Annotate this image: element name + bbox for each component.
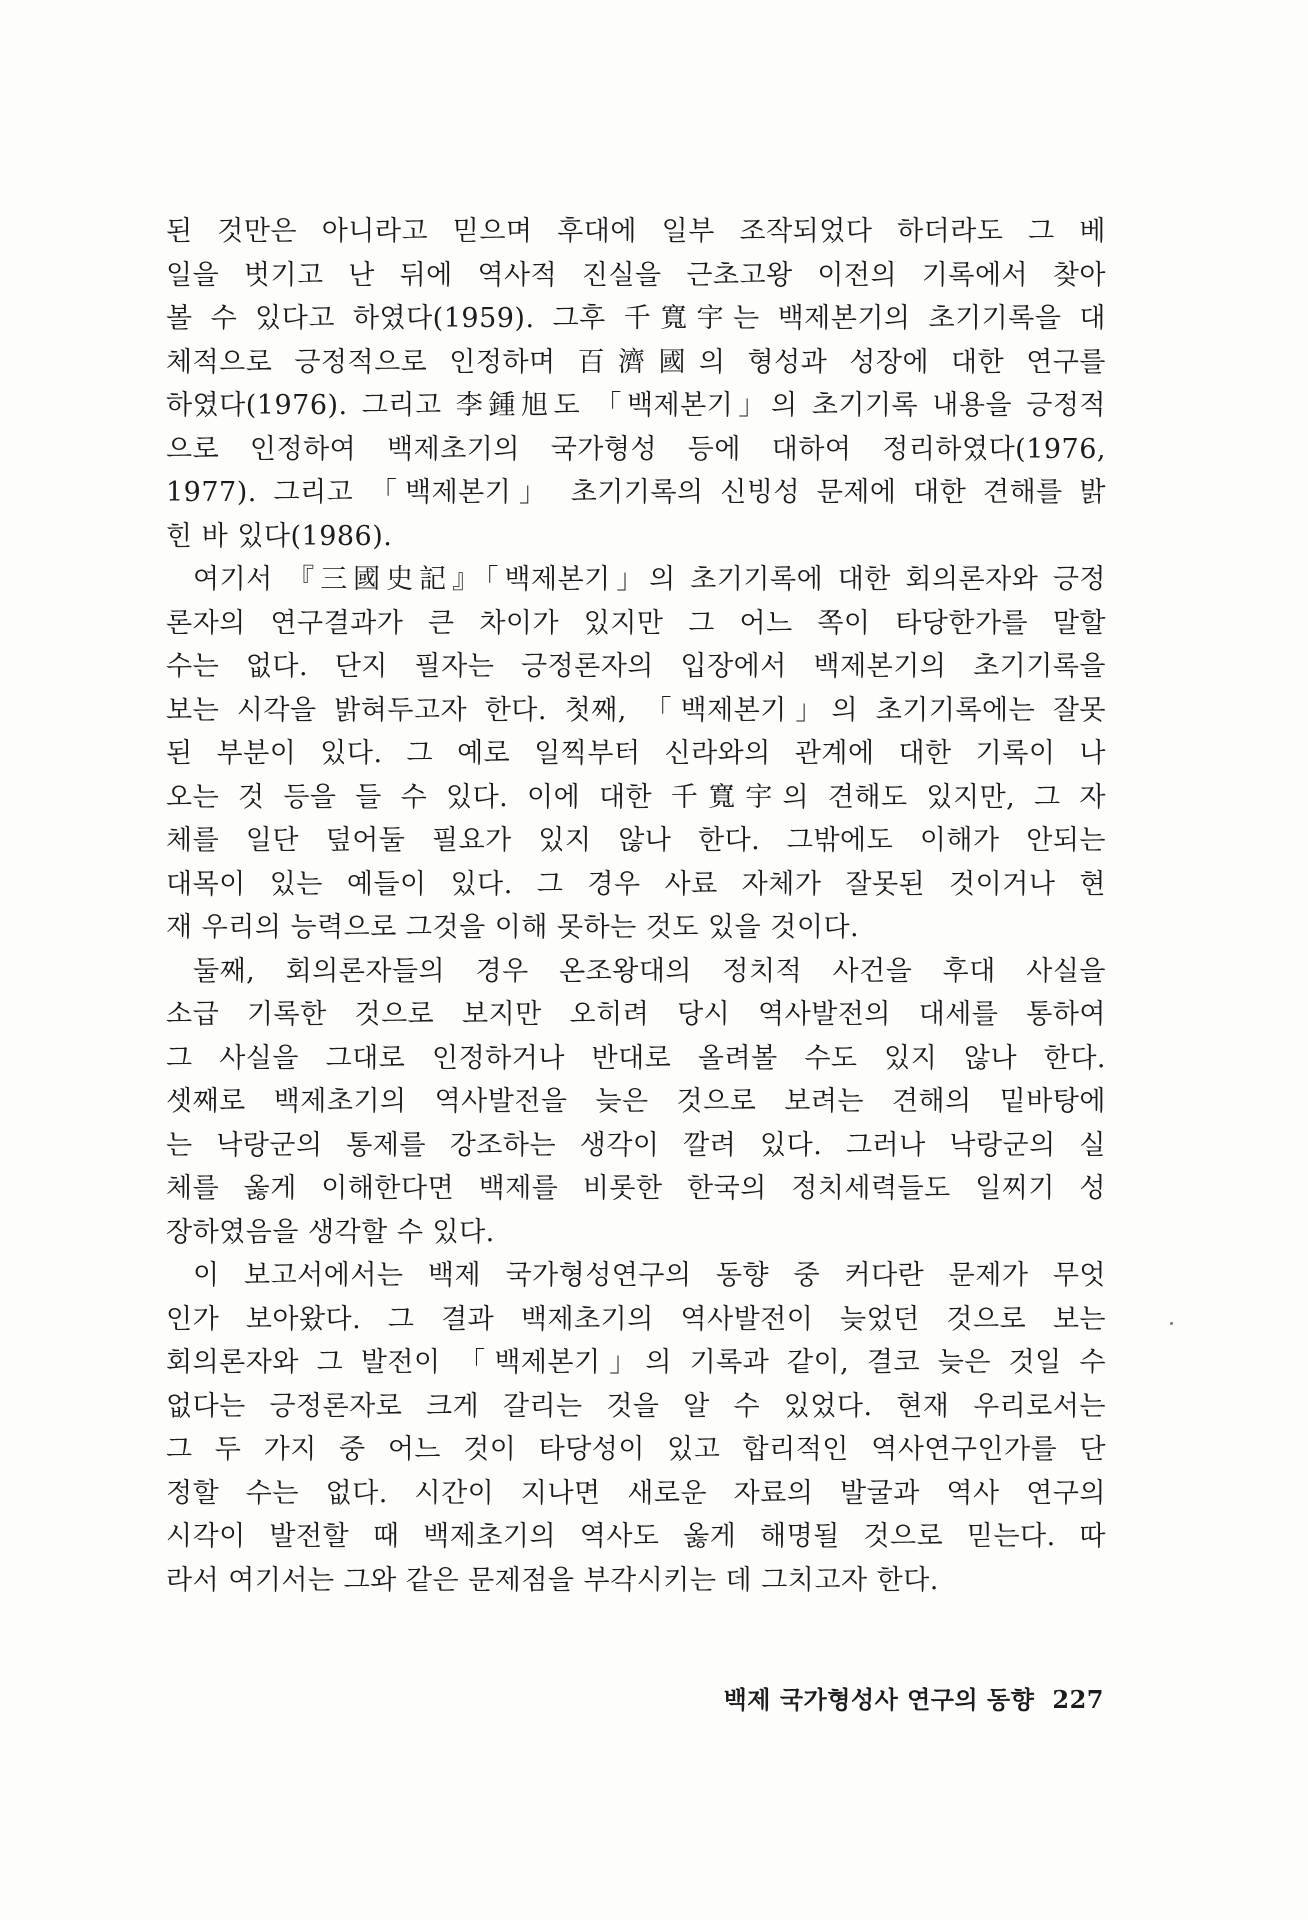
paragraph-1 <box>166 210 1106 558</box>
text-line: 그 두 가지 중 어느 것이 타당성이 있고 합리적인 역사연구인가를 단 <box>166 1434 1106 1465</box>
text-line: 회의론자와 그 발전이 「백제본기」의 기록과 같이, 결코 늦은 것일 수 <box>166 1347 1106 1378</box>
paragraph-2 <box>166 558 1106 950</box>
text-line: 셋째로 백제초기의 역사발전을 늦은 것으로 보려는 견해의 밑바탕에 <box>166 1086 1106 1117</box>
text-line: 일을 벗기고 난 뒤에 역사적 진실을 근초고왕 이전의 기록에서 찾아 <box>166 259 1106 291</box>
page-footer <box>724 1680 1104 1715</box>
text-line: 이 보고서에서는 백제 국가형성연구의 동향 중 커다란 문제가 무엇 <box>193 1260 1106 1291</box>
text-line: 대목이 있는 예들이 있다. 그 경우 사료 자체가 잘못된 것이거나 현 <box>166 868 1106 900</box>
text-line: 그 사실을 그대로 인정하거나 반대로 올려볼 수도 있지 않나 한다. <box>166 1042 1106 1074</box>
text-line: 는 낙랑군의 통제를 강조하는 생각이 깔려 있다. 그러나 낙랑군의 실 <box>166 1129 1106 1161</box>
text-line: 보는 시각을 밝혀두고자 한다. 첫째, 「백제본기」의 초기기록에는 잘못 <box>166 694 1106 726</box>
text-line: 된 것만은 아니라고 믿으며 후대에 일부 조작되었다 하더라도 그 베 <box>166 216 1106 247</box>
text-line: 수는 없다. 단지 필자는 긍정론자의 입장에서 백제본기의 초기기록을 <box>166 651 1106 682</box>
text-line: 장하였음을 생각할 수 있다. <box>166 1216 495 1248</box>
text-line: 오는 것 등을 들 수 있다. 이에 대한 千寬宇의 견해도 있지만, 그 자 <box>166 781 1106 813</box>
text-line: 시각이 발전할 때 백제초기의 역사도 옳게 해명될 것으로 믿는다. 따 <box>166 1521 1106 1552</box>
text-line: 으로 인정하여 백제초기의 국가형성 등에 대하여 정리하였다(1976, <box>166 433 1106 465</box>
scan-speck <box>1170 1322 1173 1325</box>
text-line: 정할 수는 없다. 시간이 지나면 새로운 자료의 발굴과 역사 연구의 <box>166 1477 1106 1509</box>
text-line: 체를 옳게 이해한다면 백제를 비롯한 한국의 정치세력들도 일찌기 성 <box>166 1173 1106 1204</box>
text-line: 론자의 연구결과가 큰 차이가 있지만 그 어느 쪽이 타당한가를 말할 <box>166 607 1106 639</box>
text-line: 된 부분이 있다. 그 예로 일찍부터 신라와의 관계에 대한 기록이 나 <box>166 738 1106 769</box>
text-line: 라서 여기서는 그와 같은 문제점을 부각시키는 데 그치고자 한다. <box>166 1564 939 1596</box>
text-line: 1977). 그리고 「백제본기」 초기기록의 신빙성 문제에 대한 견해를 밝 <box>166 477 1106 508</box>
running-title: 백제 국가형성사 연구의 동향 <box>723 1685 1035 1714</box>
paragraph-4 <box>166 1254 1106 1602</box>
text-line: 볼 수 있다고 하였다(1959). 그후 千寬宇는 백제본기의 초기기록을 대 <box>166 303 1106 334</box>
paragraph-3 <box>166 950 1106 1255</box>
text-line: 하였다(1976). 그리고 李鍾旭도 「백제본기」의 초기기록 내용을 긍정적 <box>166 390 1106 421</box>
text-line: 체를 일단 덮어둘 필요가 있지 않나 한다. 그밖에도 이해가 안되는 <box>166 825 1106 856</box>
body-text <box>166 210 1106 1602</box>
text-line: 없다는 긍정론자로 크게 갈리는 것을 알 수 있었다. 현재 우리로서는 <box>166 1390 1106 1422</box>
text-line: 재 우리의 능력으로 그것을 이해 못하는 것도 있을 것이다. <box>166 912 860 943</box>
text-line: 소급 기록한 것으로 보지만 오히려 당시 역사발전의 대세를 통하여 <box>166 999 1106 1030</box>
text-line: 인가 보아왔다. 그 결과 백제초기의 역사발전이 늦었던 것으로 보는 <box>166 1303 1106 1335</box>
text-line: 힌 바 있다(1986). <box>166 520 393 552</box>
page-number: 227 <box>1052 1685 1104 1714</box>
text-line: 둘째, 회의론자들의 경우 온조왕대의 정치적 사건을 후대 사실을 <box>193 955 1106 987</box>
text-line: 여기서 『三國史記』「백제본기」의 초기기록에 대한 회의론자와 긍정 <box>193 564 1106 595</box>
text-line: 체적으로 긍정적으로 인정하며 百濟國의 형성과 성장에 대한 연구를 <box>166 346 1106 378</box>
